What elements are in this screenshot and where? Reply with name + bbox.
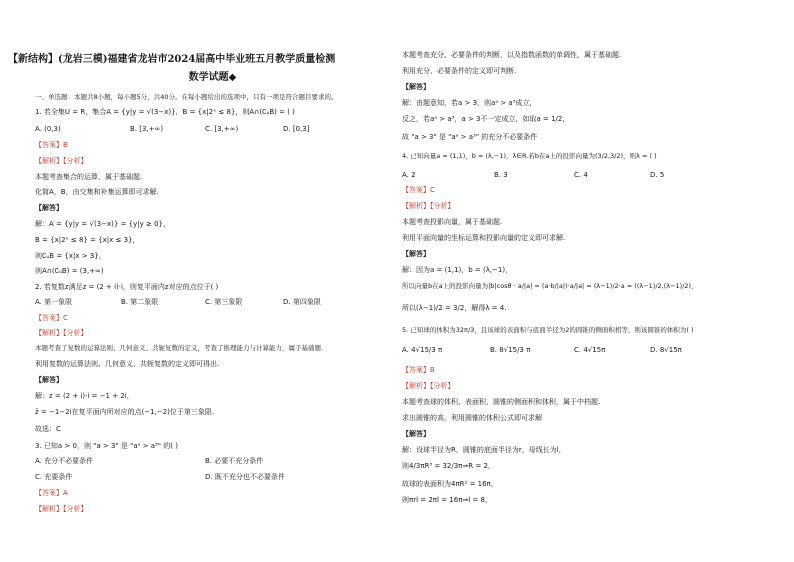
- option-c: C. 充要条件: [35, 473, 73, 481]
- solution-line: 解：因为a = (1,1)，b = (λ,−1)，: [402, 266, 513, 274]
- method-text: 求出圆锥的高，利用圆锥的体积公式即可求解: [402, 414, 542, 422]
- solution-line: 反之，若aᵃ > a³，a > 3不一定成立，如取a = 1/2，: [402, 115, 570, 123]
- section-heading: 一、单选题：本题共8小题，每小题5分，共40分。在每小题给出的选项中，只有一项是符合题目要求的。: [35, 93, 338, 101]
- solution-line: 故球的表面积为4πR² = 16π，: [402, 480, 498, 488]
- question-2-options: [35, 298, 390, 307]
- analysis-heading: 【解析】【分析】: [35, 505, 88, 513]
- method-text: 利用复数的运算法则、几何意义、共轭复数的定义即可得出.: [35, 360, 220, 368]
- option-b: B. 必要不充分条件: [205, 457, 264, 465]
- solution-line: 解：设球半径为R，圆锥的底面半径为r，母线长为l，: [402, 446, 566, 454]
- question-4: 4. 已知向量a = (1,1)，b = (λ,−1)，λ∈R.若b在a上的投影向量为(3/2,3/2)，则λ = ( ): [402, 152, 657, 160]
- solution-line: 则πrl = 2πl = 16π⇒l = 8，: [402, 496, 492, 504]
- question-3-options: [35, 457, 390, 466]
- solution-line: 则∁ᵤB = {x|x > 3}，: [35, 252, 106, 260]
- method-text: 利用充分、必要条件的定义即可判断.: [402, 67, 517, 75]
- option-a: A. 4√15/3 π: [402, 346, 443, 354]
- question-1-options: [35, 125, 390, 134]
- solution-line: 则4/3πR³ = 32/3π⇒R = 2，: [402, 462, 495, 470]
- solution-line: B = {x|2ˣ ≤ 8} = {x|x ≤ 3}，: [35, 236, 140, 244]
- solution-line: 故 "a > 3" 是 "aᵃ > a³" 的充分不必要条件: [402, 133, 538, 141]
- question-3-options-row2: [35, 473, 390, 482]
- option-c: C. 4√15π: [574, 346, 606, 354]
- question-3: 3. 已知a > 0，则 "a > 3" 是 "aᵃ > a³" 的( ): [35, 442, 178, 450]
- document-subtitle: 数学试题◆: [188, 72, 237, 83]
- solution-heading: 【解答】: [402, 250, 430, 258]
- option-d: D. 5: [650, 171, 665, 179]
- option-a: A. 第一象限: [35, 298, 73, 306]
- solution-line: 解：z = (2 + i)·i = −1 + 2i，: [35, 392, 134, 400]
- answer-label: 【答案】C: [35, 314, 68, 322]
- answer-label: 【答案】B: [35, 141, 68, 149]
- option-b: B. 3: [494, 171, 508, 179]
- solution-heading: 【解答】: [402, 83, 430, 91]
- solution-heading: 【解答】: [402, 430, 430, 438]
- analysis-text: 本题考查球的体积、表面积，圆锥的侧面积和体积，属于中档题.: [402, 398, 601, 406]
- question-5-options: [402, 346, 762, 355]
- option-c: C. 第三象限: [205, 298, 243, 306]
- solution-line: 则A∩(∁ᵤB) = (3,+∞): [35, 267, 104, 275]
- option-d: D. 既不充分也不必要条件: [205, 473, 285, 481]
- option-d: D. 第四象限: [283, 298, 321, 306]
- option-b: B. 第二象限: [121, 298, 159, 306]
- solution-line: 所以(λ−1)/2 = 3/2，解得λ = 4.: [402, 304, 507, 312]
- solution-line: 所以向量b在a上的投影向量为|b|cosθ · a/|a| = (a·b/|a|)·a/|a| = (λ−1)/2·a = ((λ−1)/2,(λ−1)/2)，: [402, 282, 698, 290]
- question-2: 2. 若复数z满足z = (2 + i)·i，则复平面内z对应的点位于( ): [35, 283, 219, 291]
- answer-label: 【答案】B: [402, 366, 435, 374]
- analysis-heading: 【解析】【分析】: [402, 382, 455, 390]
- option-b: B. [3,+∞): [130, 125, 164, 133]
- option-a: A. 2: [402, 171, 416, 179]
- option-c: C. 4: [574, 171, 588, 179]
- option-a: A. 充分不必要条件: [35, 457, 94, 465]
- document-title: 【新结构】(龙岩三模)福建省龙岩市2024届高中毕业班五月教学质量检测: [8, 54, 336, 65]
- answer-label: 【答案】C: [402, 186, 435, 194]
- analysis-heading: 【解析】【分析】: [402, 202, 455, 210]
- answer-label: 【答案】A: [35, 489, 68, 497]
- analysis-text: 本题考查投影向量，属于基础题.: [402, 218, 503, 226]
- question-4-options: [402, 171, 762, 180]
- solution-line: 解：A = {y|y = √(3−x)} = {y|y ≥ 0}，: [35, 220, 170, 228]
- option-d: D. [0,3]: [283, 125, 310, 133]
- solution-line: 故选：C: [35, 425, 61, 433]
- option-d: D. 8√15π: [650, 346, 682, 354]
- solution-heading: 【解答】: [35, 376, 63, 384]
- option-a: A. (0,3): [35, 125, 61, 133]
- question-5: 5. 已知球的体积为32π/3，且该球的表面积与底面半径为2的圆锥的侧面积相等，则该圆锥的体积为( ): [402, 326, 694, 334]
- analysis-heading: 【解析】【分析】: [35, 157, 88, 165]
- analysis-text: 本题考查了复数的运算法则、几何意义、共轭复数的定义，考查了推理能力与计算能力，属于基础题.: [35, 344, 324, 352]
- solution-line: z̄ = −1−2i在复平面内所对应的点(−1,−2)位于第三象限.: [35, 408, 215, 416]
- solution-heading: 【解答】: [35, 204, 63, 212]
- method-text: 利用平面向量的坐标运算和投影向量的定义即可求解.: [402, 234, 566, 242]
- option-b: B. 8√15/3 π: [490, 346, 531, 354]
- solution-line: 解：由题意知，若a > 3，则aᵃ > a³成立，: [402, 99, 537, 107]
- analysis-heading: 【解析】【分析】: [35, 329, 88, 337]
- question-1: 1. 若全集U = R，集合A = {y|y = √(3−x)}，B = {x|2ˣ ≤ 8}，则A∩(∁ᵤB) = ( ): [35, 108, 295, 116]
- method-text: 化简A，B，由交集和补集运算即可求解.: [35, 188, 159, 196]
- option-c: C. [3,+∞): [205, 125, 239, 133]
- analysis-text: 本题考查充分、必要条件的判断，以及指数函数的单调性，属于基础题.: [402, 51, 622, 59]
- analysis-text: 本题考查集合的运算，属于基础题.: [35, 173, 143, 181]
